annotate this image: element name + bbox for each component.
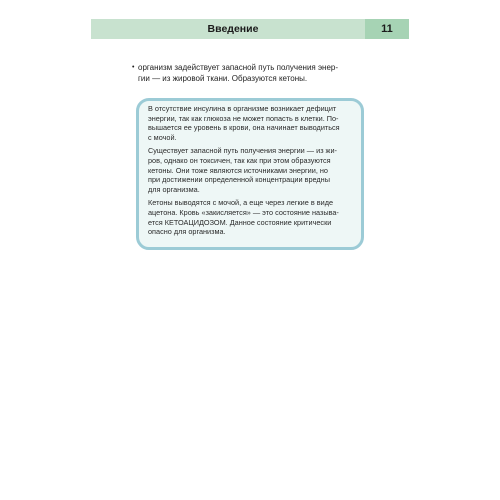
text-line: энергии, так как глюкоза не может попасть в клетки. По- [148, 113, 339, 123]
text-line: при достижении определенной концентрации вредны [148, 175, 330, 185]
info-paragraph [148, 198, 352, 236]
info-paragraph [148, 104, 352, 142]
text-line: ров, однако он токсичен, так как при этом образуются [148, 155, 331, 165]
text-line: ется КЕТОАЦИДОЗОМ. Данное состояние критически [148, 217, 332, 227]
bullet-item [132, 62, 368, 84]
info-paragraph [148, 146, 352, 194]
text-line: Существует запасной путь получения энергии — из жи- [148, 146, 337, 156]
text-line: кетоны. Они тоже являются источниками энергии, но [148, 165, 328, 175]
text-line: Кетоны выводятся с мочой, а еще через легкие в виде [148, 198, 334, 208]
chapter-title: Введение [207, 23, 259, 35]
text-line: для организма. [148, 184, 200, 194]
page-number: 11 [365, 19, 409, 39]
text-line: В отсутствие инсулина в организме возникает дефицит [148, 104, 337, 113]
bullet-text-line: гии — из жировой ткани. Образуются кетоны. [138, 74, 308, 83]
bullet-icon: • [132, 64, 135, 71]
text-line: вышается ее уровень в крови, она начинает выводиться [148, 123, 340, 133]
text-line: с мочой. [148, 132, 177, 142]
text-line: опасно для организма. [148, 227, 226, 237]
info-box [136, 98, 364, 250]
text-line: ацетона. Кровь «закисляется» — это состояние называ- [148, 207, 339, 217]
bullet-text-line: организм задействует запасной путь получения энер- [138, 63, 339, 72]
page-header [91, 19, 409, 39]
